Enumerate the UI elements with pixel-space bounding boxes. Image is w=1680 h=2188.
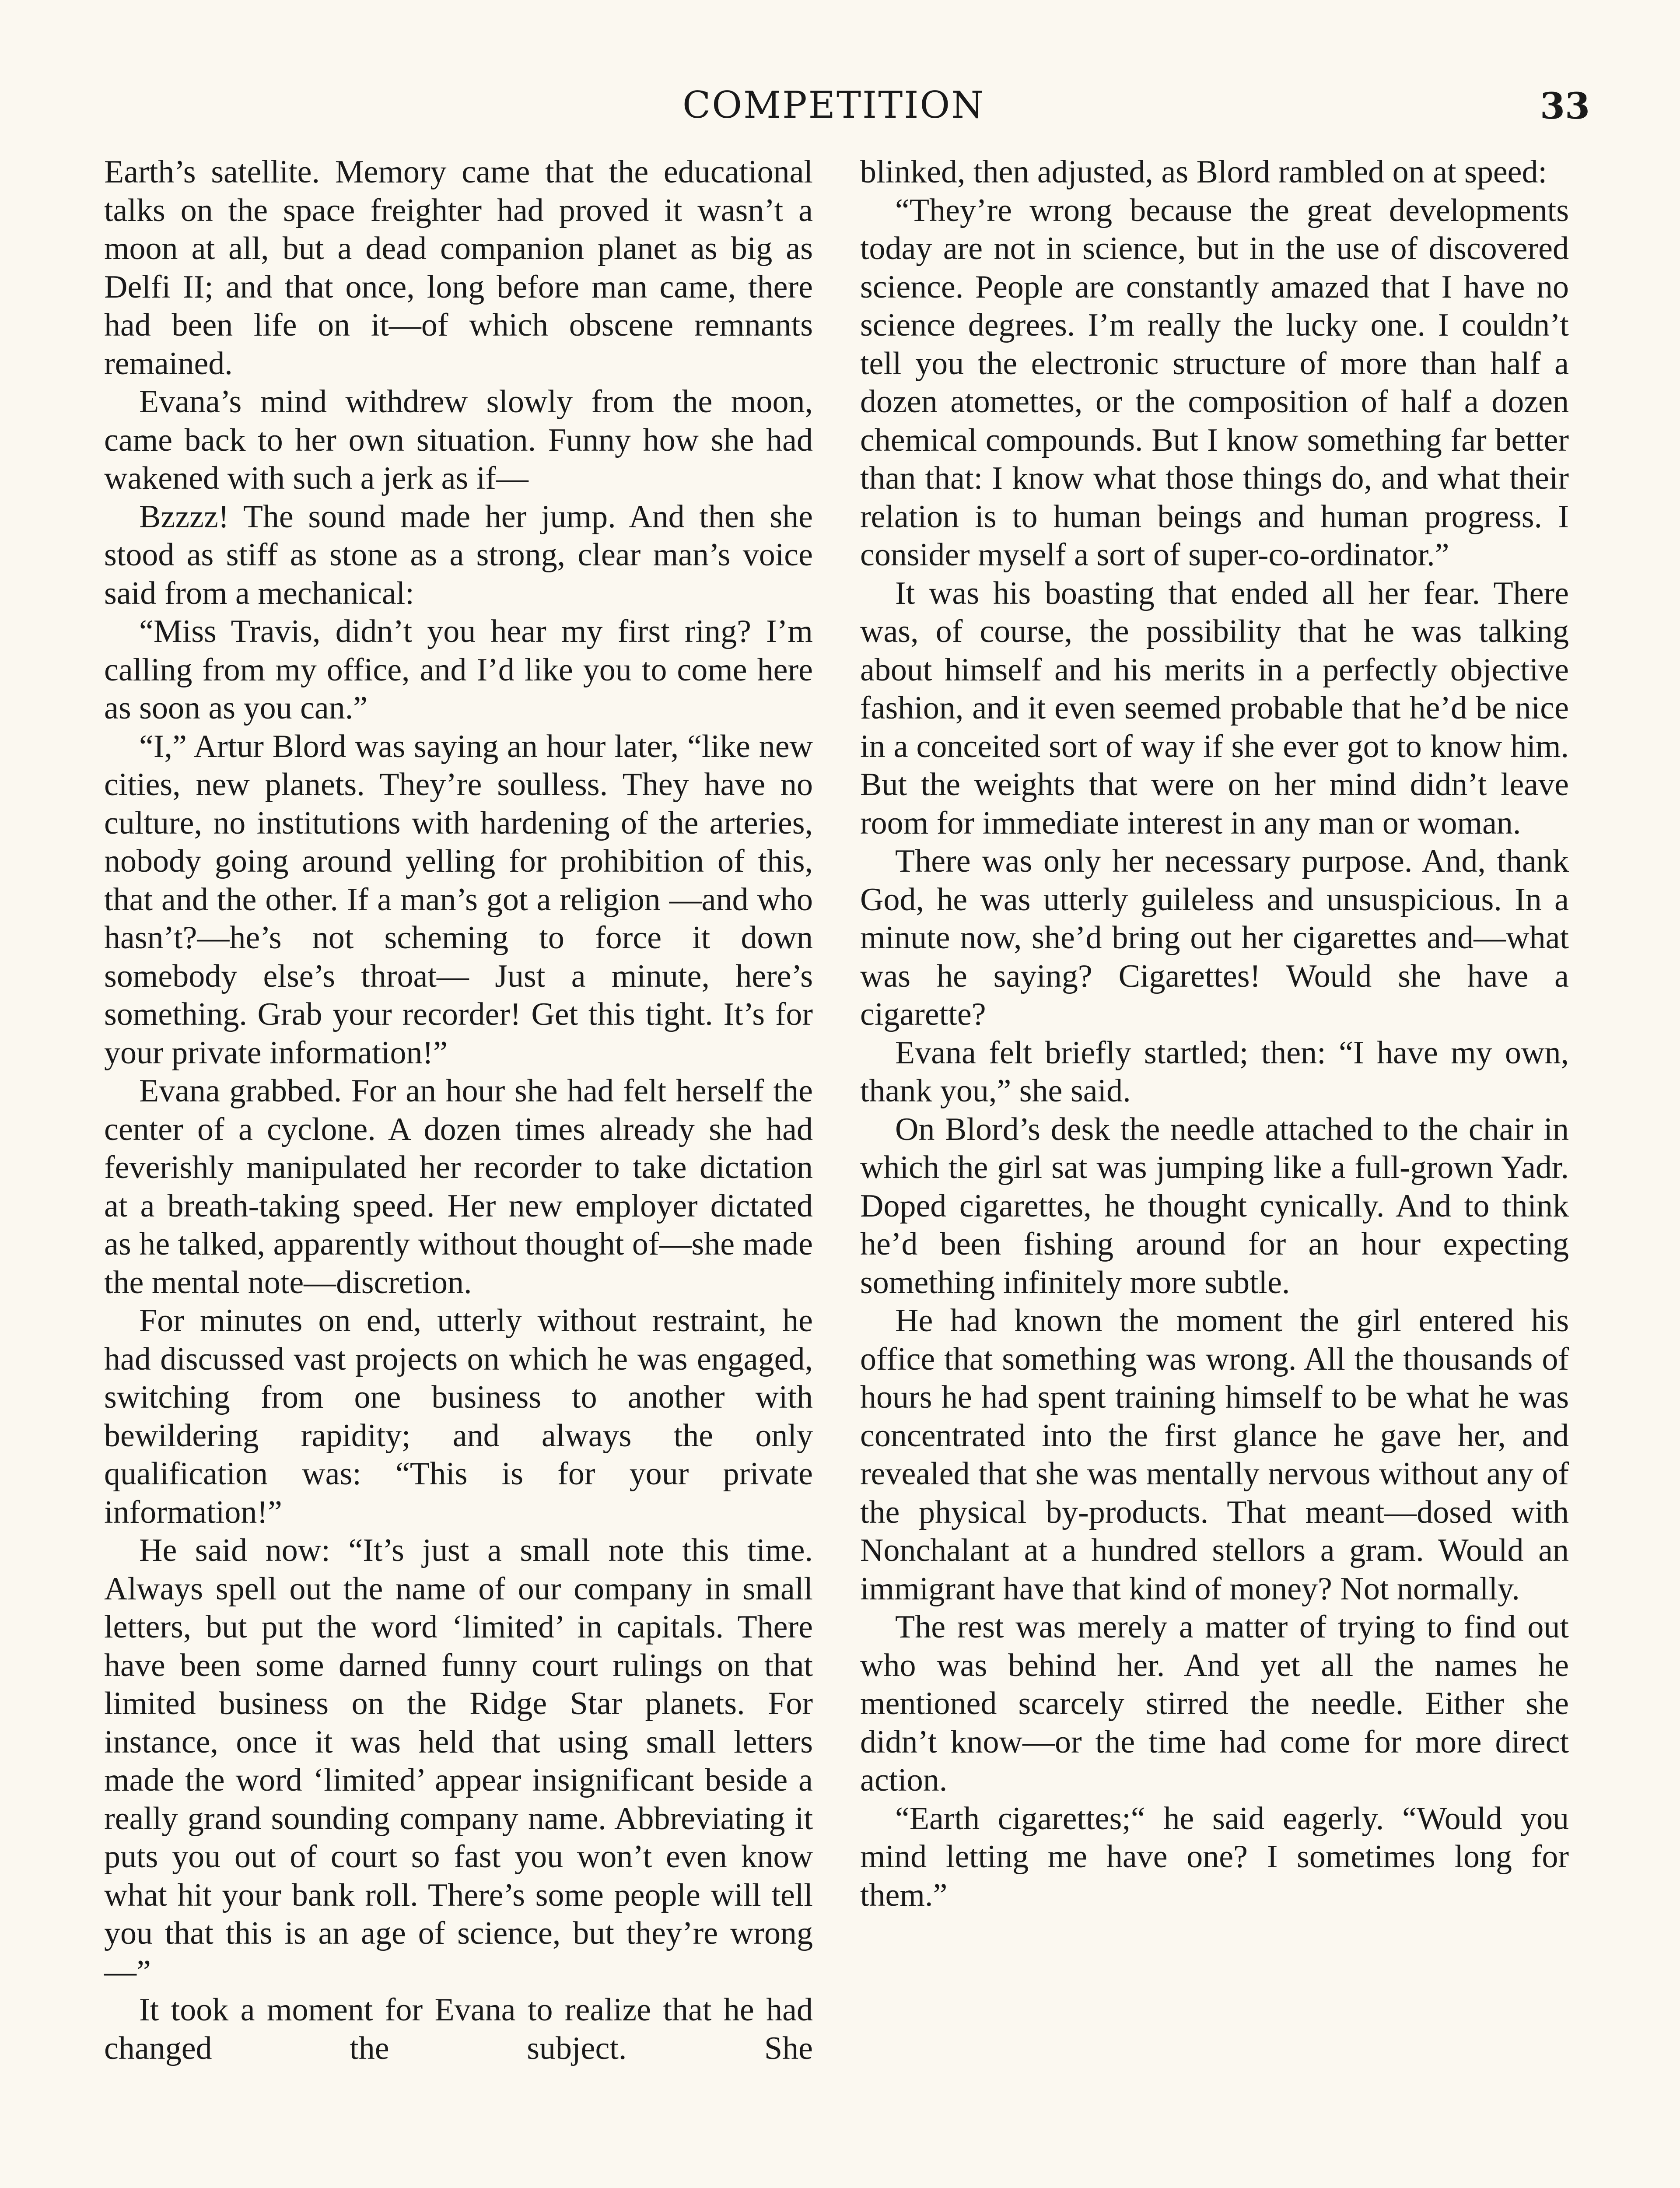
paragraph: It took a moment for Evana to realize that he had changed the subject. She <box>104 1992 813 2066</box>
right-column <box>860 153 1569 1914</box>
paragraph: “Earth cigarettes;“ he said eagerly. “Would you mind letting me have one? I sometimes long for them.” <box>860 1800 1569 1913</box>
paragraph: It was his boasting that ended all her fear. There was, of course, the possibility that he was talking about himself and his merits in a perfectly objective fashion, and it even seemed probable that he’d be nice in a conceited sort of way if she ever got to know him. But the weights that were on her mind didn’t leave room for immediate interest in any man or woman. <box>860 575 1569 841</box>
paragraph: blinked, then adjusted, as Blord rambled on at speed: <box>860 154 1547 190</box>
page-number: 33 <box>1540 85 1590 127</box>
paragraph: “Miss Travis, didn’t you hear my first ring? I’m calling from my office, and I’d like you to come here as soon as you can.” <box>104 614 813 726</box>
paragraph: He had known the moment the girl entered his office that something was wrong. All the thousands of hours he had spent training himself to be what he was concentrated into the first glance he gave her, and revealed that she was mentally nervous without any of the physical by-products. That meant—dosed with Nonchalant at a hundred stellors a gram. Would an immigrant have that kind of money? Not normally. <box>860 1303 1569 1607</box>
paragraph: The rest was merely a matter of trying to find out who was behind her. And yet all the names he mentioned scarcely stirred the needle. Either she didn’t know—or the time had come for more direct action. <box>860 1609 1569 1798</box>
paragraph: Evana felt briefly startled; then: “I have my own, thank you,” she said. <box>860 1034 1569 1109</box>
paragraph: Earth’s satellite. Memory came that the educational talks on the space freighter had proved it wasn’t a moon at all, but a dead companion planet as big as Delfi II; and that once, long before man came, there had been life on it—of which obscene remnants remained. <box>104 154 813 382</box>
paragraph: “I,” Artur Blord was saying an hour later, “like new cities, new planets. They’re soulless. They have no culture, no institutions with hardening of the arteries, nobody going around yelling for prohibition of this, that and the other. If a man’s got a religion —and who hasn’t?—he’s not scheming to force it down somebody else’s throat— Just a minute, here’s something. Grab your recorder! Get this tight. It’s for your private information!” <box>104 728 813 1071</box>
paragraph: Bzzzz! The sound made her jump. And then she stood as stiff as stone as a strong, clear man’s voice said from a mechanical: <box>104 498 813 611</box>
paragraph: Evana grabbed. For an hour she had felt herself the center of a cyclone. A dozen times already she had feverishly manipulated her recorder to take dictation at a breath-taking speed. Her new employer dictated as he talked, apparently without thought of—she made the mental note—discretion. <box>104 1073 813 1301</box>
left-column <box>104 153 813 2068</box>
paragraph: There was only her necessary purpose. And, thank God, he was utterly guileless and unsuspicious. In a minute now, she’d bring out her cigarettes and—what was he saying? Cigarettes! Would she have a cigarette? <box>860 843 1569 1032</box>
paragraph: He said now: “It’s just a small note this time. Always spell out the name of our company in small letters, but put the word ‘limited’ in capitals. There have been some darned funny court rulings on that limited business on the Ridge Star planets. For instance, once it was held that using small letters made the word ‘limited’ appear insignificant beside a really grand sounding company name. Abbreviating it puts you out of court so fast you won’t even know what hit your bank roll. There’s some people will tell you that this is an age of science, but they’re wrong—” <box>104 1532 813 1990</box>
paragraph: Evana’s mind withdrew slowly from the moon, came back to her own situation. Funny how she had wakened with such a jerk as if— <box>104 384 813 496</box>
paragraph: On Blord’s desk the needle attached to the chair in which the girl sat was jumping like a full-grown Yadr. Doped cigarettes, he thought cynically. And to think he’d been fishing around for an hour expecting something infinitely more subtle. <box>860 1111 1569 1301</box>
paragraph: For minutes on end, utterly without restraint, he had discussed vast projects on which he was engaged, switching from one business to another with bewildering rapidity; and always the only qualification was: “This is for your private information!” <box>104 1303 813 1530</box>
paragraph: “They’re wrong because the great developments today are not in science, but in the use of discovered science. People are constantly amazed that I have no science degrees. I’m really the lucky one. I couldn’t tell you the electronic structure of more than half a dozen atomettes, or the composition of half a dozen chemical compounds. But I know something far better than that: I know what those things do, and what their relation is to human beings and human progress. I consider myself a sort of super-co-ordinator.” <box>860 192 1569 573</box>
running-header-title: COMPETITION <box>682 84 985 126</box>
